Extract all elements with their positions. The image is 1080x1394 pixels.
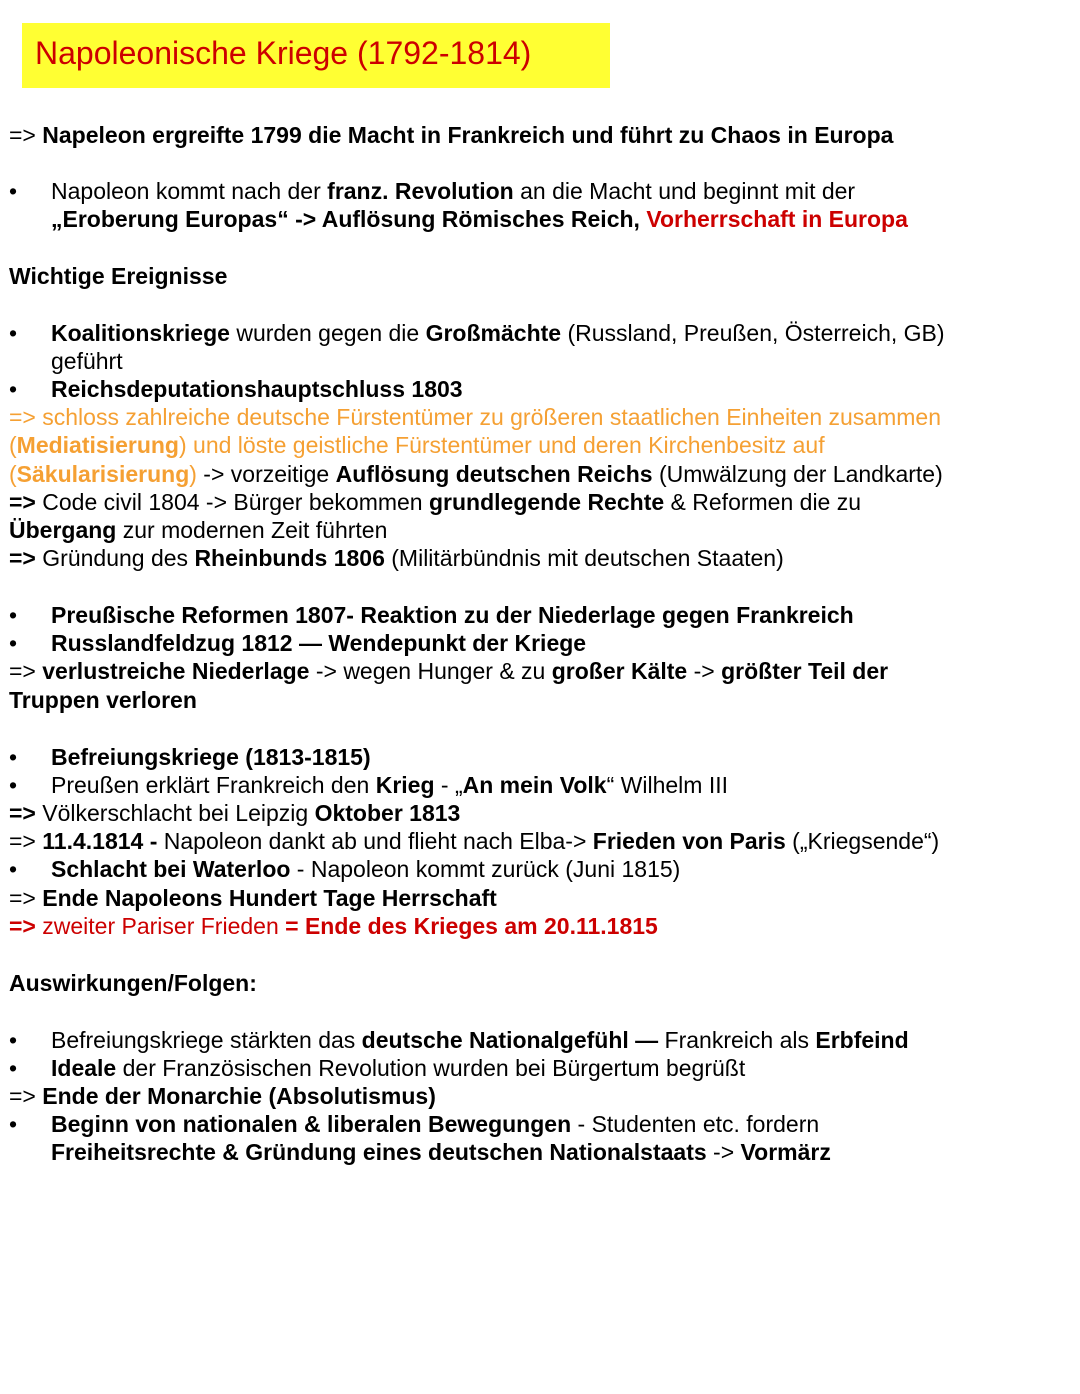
event-befreiungskriege: Befreiungskriege (1813-1815) xyxy=(51,744,371,770)
orange-line-2: (Mediatisierung) und löste geistliche Fürstentümer und deren Kirchenbesitz auf xyxy=(9,432,825,458)
bullet: • xyxy=(9,630,18,656)
niederlage-line: => verlustreiche Niederlage -> wegen Hunger & zu großer Kälte -> größter Teil der xyxy=(9,658,889,684)
abdankung-line: => 11.4.1814 - Napoleon dankt ab und flieht nach Elba-> Frieden von Paris („Kriegsende“) xyxy=(9,828,940,854)
effect-ideale: Ideale der Französischen Revolution wurden bei Bürgertum begrüßt xyxy=(51,1055,746,1081)
heading-events: Wichtige Ereignisse xyxy=(9,263,228,289)
event-waterloo: Schlacht bei Waterloo - Napoleon kommt zurück (Juni 1815) xyxy=(51,856,681,882)
event-kriegserklaerung: Preußen erklärt Frankreich den Krieg - „An mein Volk“ Wilhelm III xyxy=(51,772,728,798)
code-civil-line: => Code civil 1804 -> Bürger bekommen grundlegende Rechte & Reformen die zu xyxy=(9,489,862,515)
orange-line-3: (Säkularisierung) -> vorzeitige Auflösung deutschen Reichs (Umwälzung der Landkarte) xyxy=(9,461,943,487)
bullet: • xyxy=(9,376,18,402)
bullet: • xyxy=(9,178,18,204)
bullet: • xyxy=(9,1027,18,1053)
bullet: • xyxy=(9,602,18,628)
event-preussische-reformen: Preußische Reformen 1807- Reaktion zu der Niederlage gegen Frankreich xyxy=(51,602,854,628)
page-title: Napoleonische Kriege (1792-1814) xyxy=(35,35,532,71)
voelkerschlacht-line: => Völkerschlacht bei Leipzig Oktober 1813 xyxy=(9,800,461,826)
code-civil-cont: Übergang zur modernen Zeit führten xyxy=(9,517,388,543)
event-russlandfeldzug: Russlandfeldzug 1812 — Wendepunkt der Kriege xyxy=(51,630,587,656)
intro-line-3: „Eroberung Europas“ -> Auflösung Römisches Reich, Vorherrschaft in Europa xyxy=(51,206,908,232)
event-koalition-cont: geführt xyxy=(51,348,123,374)
bullet: • xyxy=(9,856,18,882)
intro-line-1: => Napeleon ergreifte 1799 die Macht in Frankreich und führt zu Chaos in Europa xyxy=(9,122,894,148)
intro-line-2: Napoleon kommt nach der franz. Revolution an die Macht und beginnt mit der xyxy=(51,178,856,204)
heading-effects: Auswirkungen/Folgen: xyxy=(9,970,257,996)
bullet: • xyxy=(9,744,18,770)
rheinbund-line: => Gründung des Rheinbunds 1806 (Militärbündnis mit deutschen Staaten) xyxy=(9,545,784,571)
effect-bewegungen-cont: Freiheitsrechte & Gründung eines deutschen Nationalstaats -> Vormärz xyxy=(51,1139,831,1165)
niederlage-cont: Truppen verloren xyxy=(9,687,197,713)
bullet: • xyxy=(9,1111,18,1137)
event-reichsdeputation: Reichsdeputationshauptschluss 1803 xyxy=(51,376,463,402)
kriegsende-line: => zweiter Pariser Frieden = Ende des Krieges am 20.11.1815 xyxy=(9,913,658,939)
event-koalition: Koalitionskriege wurden gegen die Großmächte (Russland, Preußen, Österreich, GB) xyxy=(51,320,945,346)
bullet: • xyxy=(9,772,18,798)
effect-nationalgefuehl: Befreiungskriege stärkten das deutsche Nationalgefühl — Frankreich als Erbfeind xyxy=(51,1027,909,1053)
effect-monarchie: => Ende der Monarchie (Absolutismus) xyxy=(9,1083,436,1109)
bullet: • xyxy=(9,1055,18,1081)
effect-bewegungen: Beginn von nationalen & liberalen Bewegungen - Studenten etc. fordern xyxy=(51,1111,820,1137)
bullet: • xyxy=(9,320,18,346)
hundert-tage-line: => Ende Napoleons Hundert Tage Herrschaft xyxy=(9,885,497,911)
title-highlight xyxy=(22,23,610,88)
orange-line-1: => schloss zahlreiche deutsche Fürstentümer zu größeren staatlichen Einheiten zusammen xyxy=(9,404,941,430)
